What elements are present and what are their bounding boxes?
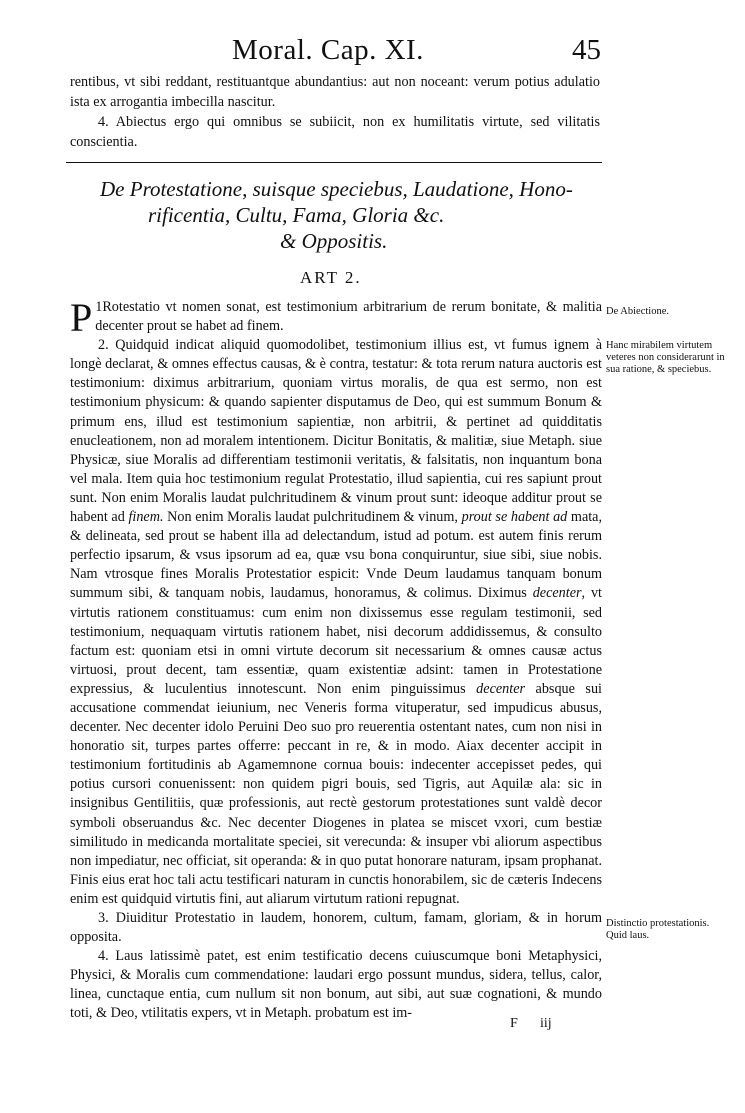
margin-note-quid-laus: Quid laus. <box>606 930 650 941</box>
drop-cap: P <box>70 295 93 340</box>
section-title-line-3: & Oppositis. <box>280 229 388 253</box>
section-title-line-2: rificentia, Cultu, Fama, Gloria &c. <box>148 203 445 227</box>
page-number: 45 <box>572 34 601 66</box>
margin-note-virtue: Hanc mirabilem virtutem veteres non considerarunt in sua ratione, & speciebus. <box>606 340 725 375</box>
italic-term: decenter <box>532 585 582 602</box>
section-title <box>100 176 600 254</box>
main-body-text <box>70 295 603 1024</box>
signature-letter: F <box>510 1016 518 1031</box>
article-heading: ART 2. <box>300 268 362 287</box>
italic-term: finem. <box>128 509 164 526</box>
paragraph-2-text-e: absque sui accusatione commendat ieiunium, nec Veneris forma vituperatur, sed impudicus abusus, decenter. Nec decenter idolo Peruini Deo suo pro reuerentia ostentant nates, cum non nisi in honoratio sit, turpes partes offerre: peccant in re, & in modo. Aiax decenter accipit in testimonium fortitudinis ab Agamemnone cornua bouis: indecenter accepisset pedes, qui potius cursori conuenissent: non quidem pigri bouis, sed Tigris, aut Aquilæ ala: sic in insignibus Gentilitiis, quæ professionis, aut rectè gestorum protestationes sunt valdè decor symboli obseruandus &c. Nec decenter Diogenes in platea se miscet vxori, cum bestiæ similitudo in medicanda mortalitate speciei, sit verecunda: & insuper vbi aliorum aspectibus non impediatur, nec officiat, sit operanda: & in quo putat honorare naturam, ipsam prophanat. Finis eius erat hoc tali actu testificari naturam in cunctis honorabilem, sic de cæteris Indecens enim est quidquid virtutis fini, aut aliarum virtutum rationi repugnat. <box>70 680 602 907</box>
running-head: Moral. Cap. XI. <box>232 34 424 66</box>
margin-note-distinctio <box>606 918 741 942</box>
margin-note-abiectione: De Abiectione. <box>606 306 669 317</box>
italic-term: prout se habent ad <box>461 509 568 526</box>
paragraph-2-text-c: mata, & delineata, sed prout se habent illa ad delectandum, istud ad potum. est autem finis rerum perfectio ipsarum, & vsus ipsorum ad ea, quæ vsu bona conquiruntur, siue sibi, siue nobis. Nam vtrosque fines Moralis Protestatior espicit: Vnde Deum laudamus tanquam bonum summum sibi, & tanquam nobis, laudamus, honoramus, & colimus. Diximus <box>70 509 603 602</box>
paragraph-number: 1 <box>95 299 103 315</box>
italic-term: decenter <box>476 680 526 697</box>
paragraph-1 <box>70 295 602 340</box>
paragraph-4: 4. Abiectus ergo qui omnibus se subiicit, non ex humilitatis virtute, sed vilitatis conscientia. <box>70 114 600 150</box>
section-divider <box>66 162 602 163</box>
paragraph-1-text: Rotestatio vt nomen sonat, est testimonium arbitrarium de rerum bonitate, & malitia decenter prout se habet ad finem. <box>95 299 602 335</box>
paragraph-4-body: 4. Laus latissimè patet, est enim testificatio decens cuiuscumque boni Metaphysici, Physici, & Moralis cum commendatione: laudari ergo possunt mundus, sidera, tellus, calor, linea, cunctaque entia, cum nullum sit non bonum, aut sibi, aut suæ cognationi, & mundo toti, & Deo, vtilitatis expers, vt in Metaph. probatum est im- <box>70 948 602 1022</box>
margin-note-distinctio-text: Distinctio protestationis. <box>606 918 710 929</box>
paragraph-2 <box>70 336 602 909</box>
page-header <box>0 28 745 68</box>
paragraph-2-text-a: Quidquid indicat aliquid quomodolibet, testimonium illius est, vt fumus ignem à longè declarat, & omnes effectus causas, & è contra, testatur: & tota rerum natura auctoris est testimonium: diximus arbitrarium, quoniam virtus moralis, de qua est sermo, non est testimonium physicum: & quando sapienter disputamus de Deo, qui est summum Bonum & primum ens, illud est testimonium sapientiæ, non arbitrii, & pertinet ad quidditatis enucleationem, non ad moralem intentionem. Dicitur Bonitatis, & malitiæ, siue Metaph. siue Physicæ, siue Moralis ad differentiam testimonii veritatis, & falsitatis, non inquantum bona vel mala. Item quia hoc testimonium regulat Protestatio, illud sapientia, cui res sapiunt prout sunt. Non enim Moralis laudat pulchritudinem & vinum prout sunt: ideoque additur prout se habent ad <box>70 337 603 526</box>
paragraph-2-text-b: Non enim Moralis laudat pulchritudinem & vinum, <box>167 509 458 526</box>
paragraph-number: 2. <box>98 337 109 354</box>
folio-mark: iij <box>540 1016 552 1031</box>
previous-section-text <box>70 72 600 152</box>
paragraph-2-text-d: , vt virtutis rationem constituamus: cum enim non dixissemus esse regulam testimonii, sed testimonium, nequaquam virtutis rationem habet, nisi decorum addidissemus, & consulto factum est: quoniam etsi in omni virtute decorum sit necessarium & omnes causæ actus virtuosi, prout decent, tam essentiæ, quam existentiæ adsint: tamen in Protestatione expressius, & luculentius innotescunt. Non enim pinguissimus <box>70 585 602 697</box>
section-title-line-1: De Protestatione, suisque speciebus, Laudatione, Hono- <box>100 177 573 201</box>
paragraph-3: 3. Diuiditur Protestatio in laudem, honorem, cultum, famam, gloriam, & in horum opposita. <box>70 910 602 946</box>
continued-paragraph: rentibus, vt sibi reddant, restituantque abundantius: aut non noceant: verum potius adulatio ista ex arrogantia imbecilla nascitur. <box>70 74 600 110</box>
